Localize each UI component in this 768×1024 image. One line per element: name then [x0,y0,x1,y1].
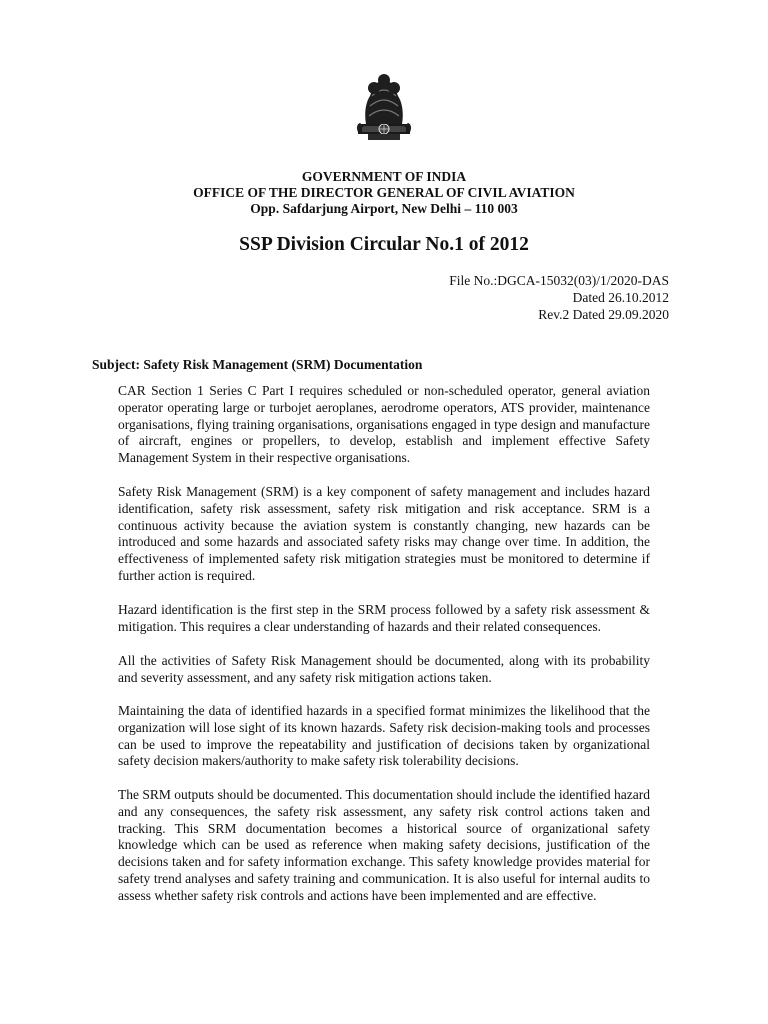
paragraph-3: Hazard identification is the first step in the SRM process followed by a safety risk assessment & mitigation. This requires a clear understanding of hazards and their related consequences. [118,602,650,634]
paragraph-5: Maintaining the data of identified hazards in a specified format minimizes the likelihood that the organization will lose sight of its known hazards. Safety risk decision-making tools and processes can be used to improve the repeatability and justification of decisions taken by organizational safety decision makers/authority to make safety risk tolerability decisions. [118,703,650,769]
file-number: File No.:DGCA-15032(03)/1/2020-DAS [449,273,669,288]
paragraph-1: CAR Section 1 Series C Part I requires scheduled or non-scheduled operator, general aviation operator operating large or turbojet aeroplanes, aerodrome operators, ATS provider, maintenance organisations, flying training organisations, organisations engaged in type design and manufacture of aircraft, engines or propellers, to develop, establish and implement effective Safety Management System in their respective organisations. [118,383,650,466]
paragraph-2: Safety Risk Management (SRM) is a key component of safety management and includes hazard identification, safety risk assessment, safety risk mitigation and risk acceptance. SRM is a continuous activity because the aviation system is constantly changing, new hazards can be introduced and some hazards and associated safety risks may change over time. In addition, the effectiveness of implemented safety risk mitigation strategies must be monitored to determine if further action is required. [118,484,650,583]
header-address: Opp. Safdarjung Airport, New Delhi – 110 003 [250,201,518,216]
header-office: OFFICE OF THE DIRECTOR GENERAL OF CIVIL AVIATION [193,185,575,200]
paragraph-4: All the activities of Safety Risk Management should be documented, along with its probability and severity assessment, and any safety risk mitigation actions taken. [118,653,650,685]
date-issued: Dated 26.10.2012 [572,290,669,305]
paragraph-6: The SRM outputs should be documented. This documentation should include the identified hazard and any consequences, the safety risk assessment, any safety risk control actions taken and tracking. This SRM documentation becomes a historical source of organizational safety knowledge which can be used as reference when making safety decisions, justification of the decisions taken and for safety information exchange. This safety knowledge provides material for safety trend analyses and safety training and communication. It is also useful for internal audits to assess whether safety risk controls and actions have been implemented and are effective. [118,787,650,903]
subject-line: Subject: Safety Risk Management (SRM) Documentation [92,357,423,372]
national-emblem-icon [344,66,424,164]
header-government: GOVERNMENT OF INDIA [301,169,467,184]
circular-title: SSP Division Circular No.1 of 2012 [239,234,529,255]
revision-date: Rev.2 Dated 29.09.2020 [538,307,669,322]
